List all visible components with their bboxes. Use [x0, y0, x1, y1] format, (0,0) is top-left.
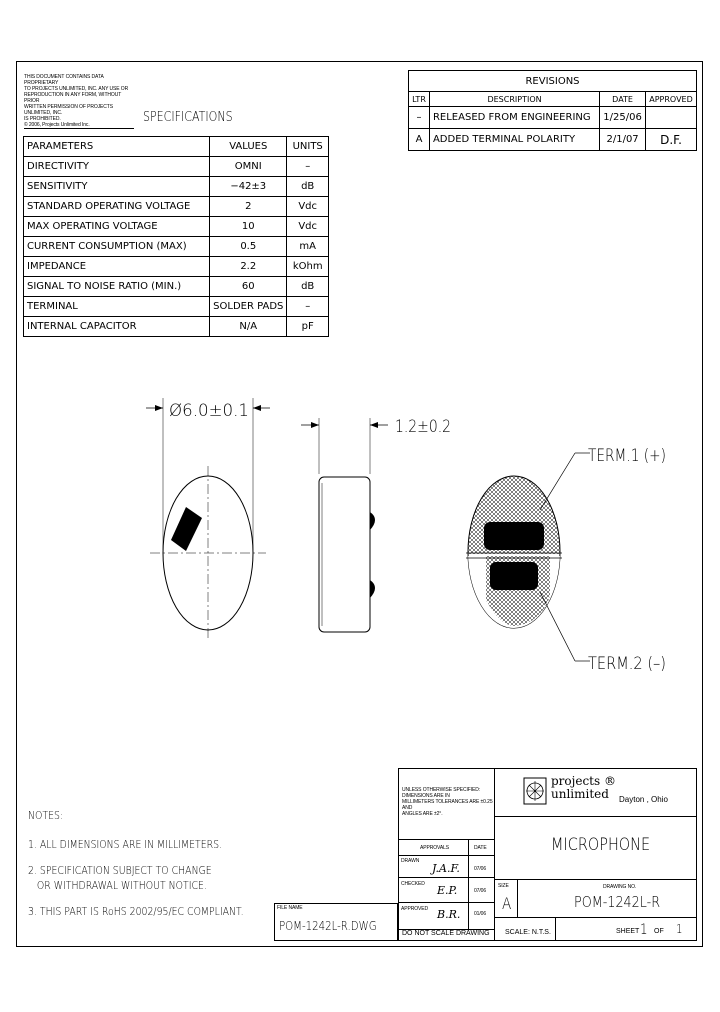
spec-unit: Vdc	[287, 217, 329, 237]
side-view	[301, 418, 388, 632]
spec-unit: dB	[287, 277, 329, 297]
spec-parameter: MAX OPERATING VOLTAGE	[24, 217, 210, 237]
date-header: DATE	[474, 845, 487, 851]
note-item: OR WITHDRAWAL WITHOUT NOTICE.	[28, 879, 207, 892]
spec-parameter: IMPEDANCE	[24, 257, 210, 277]
rev-description: RELEASED FROM ENGINEERING	[429, 107, 599, 129]
file-name: POM-1242L-R.DWG	[279, 919, 377, 933]
drawing-number: POM-1242L-R	[574, 893, 661, 911]
size-value: A	[502, 894, 512, 913]
sheet-number: 1	[640, 922, 648, 938]
spec-unit: mA	[287, 237, 329, 257]
spec-parameter: INTERNAL CAPACITOR	[24, 317, 210, 337]
rev-ltr: –	[409, 107, 430, 129]
rev-header-ltr: LTR	[409, 92, 430, 107]
notes-title: NOTES:	[28, 809, 64, 822]
front-view	[146, 398, 270, 640]
drawing-number-box	[517, 879, 697, 918]
spec-value: OMNI	[210, 157, 287, 177]
spec-parameter: CURRENT CONSUMPTION (MAX)	[24, 237, 210, 257]
company-location: Dayton , Ohio	[619, 795, 668, 804]
checked-by: E.P.	[437, 884, 458, 897]
spec-parameter: SENSITIVITY	[24, 177, 210, 197]
file-name-label: FILE NAME	[277, 905, 303, 911]
spec-value: 2.2	[210, 257, 287, 277]
drawn-label: DRAWN	[401, 858, 420, 864]
checked-date: 07/06	[474, 888, 487, 894]
spec-value: 60	[210, 277, 287, 297]
thickness-dimension: 1.2±0.2	[395, 417, 451, 437]
back-view	[466, 453, 590, 661]
spec-unit: dB	[287, 177, 329, 197]
rev-approved: D.F.	[646, 129, 697, 151]
company-name-line2: unlimited	[551, 787, 609, 801]
checked-label: CHECKED	[401, 881, 425, 887]
drawn-by: J.A.F.	[432, 862, 460, 875]
spec-header-values: VALUES	[210, 137, 287, 157]
note-item: 2. SPECIFICATION SUBJECT TO CHANGE	[28, 864, 212, 877]
approvals-header: APPROVALS	[420, 845, 450, 851]
drawing-no-label: DRAWING NO.	[603, 884, 637, 890]
rev-date: 2/1/07	[600, 129, 646, 151]
tolerance-box	[398, 768, 495, 840]
spec-header-parameters: PARAMETERS	[24, 137, 210, 157]
tolerance-line: DIMENSIONS ARE IN	[402, 793, 450, 799]
term2-label: TERM.2 (–)	[588, 654, 666, 674]
rev-header-description: DESCRIPTION	[429, 92, 599, 107]
term1-label: TERM.1 (+)	[588, 446, 666, 466]
spec-unit: Vdc	[287, 197, 329, 217]
rev-ltr: A	[409, 129, 430, 151]
spec-unit: pF	[287, 317, 329, 337]
of-label: OF	[654, 928, 664, 935]
approved-date: 01/06	[474, 911, 487, 917]
spec-parameter: SIGNAL TO NOISE RATIO (MIN.)	[24, 277, 210, 297]
spec-unit: –	[287, 157, 329, 177]
spec-value: 0.5	[210, 237, 287, 257]
spec-value: −42±3	[210, 177, 287, 197]
sheet-total: 1	[676, 922, 683, 936]
revisions-title: REVISIONS	[409, 71, 697, 92]
size-box	[494, 879, 518, 918]
scale-box	[494, 917, 556, 941]
drawn-date: 07/06	[474, 866, 487, 872]
part-title-box	[494, 816, 697, 880]
tolerance-line: MILLIMETERS TOLERANCES ARE ±0.25 AND	[402, 799, 493, 811]
specifications-title: SPECIFICATIONS	[143, 110, 233, 125]
company-name-line1: projects ®	[551, 774, 616, 788]
sheet-label: SHEET	[616, 928, 640, 935]
company-box	[494, 768, 697, 817]
spec-parameter: DIRECTIVITY	[24, 157, 210, 177]
spec-unit: –	[287, 297, 329, 317]
rev-header-approved: APPROVED	[646, 92, 697, 107]
spec-parameter: TERMINAL	[24, 297, 210, 317]
tolerance-line: UNLESS OTHERWISE SPECIFIED:	[402, 787, 481, 793]
note-item: 3. THIS PART IS RoHS 2002/95/EC COMPLIANT.	[28, 905, 244, 918]
spec-parameter: STANDARD OPERATING VOLTAGE	[24, 197, 210, 217]
tolerance-line: ANGLES ARE ±2°.	[402, 811, 443, 817]
spec-value: 10	[210, 217, 287, 237]
spec-value: SOLDER PADS	[210, 297, 287, 317]
notes	[28, 808, 244, 919]
rev-description: ADDED TERMINAL POLARITY	[429, 129, 599, 151]
projects-unlimited-logo-icon	[523, 777, 547, 805]
rev-header-date: DATE	[600, 92, 646, 107]
scale-value: SCALE: N.T.S.	[505, 929, 551, 936]
approved-label: APPROVED	[401, 906, 428, 912]
copyright-notice: THIS DOCUMENT CONTAINS DATA PROPRIETARY TO PROJECTS UNLIMITED, INC. ANY USE OR REPRODUCTION IN ANY FORM, WITHOUT PRIOR WRITTEN PERMISSION OF PROJECTS UNLIMITED, INC. IS PROHIBITED. © 2006, Projects Unlimited Inc.	[24, 74, 134, 129]
size-label: SIZE	[498, 883, 509, 889]
file-name-box	[274, 903, 398, 941]
spec-value: N/A	[210, 317, 287, 337]
rev-date: 1/25/06	[600, 107, 646, 129]
spec-unit: kOhm	[287, 257, 329, 277]
no-scale-note: DO NOT SCALE DRAWING	[402, 930, 490, 937]
diameter-dimension: Ø6.0±0.1	[169, 401, 249, 421]
sheet-box	[555, 917, 697, 941]
note-item: 1. ALL DIMENSIONS ARE IN MILLIMETERS.	[28, 838, 223, 851]
no-scale-box	[398, 929, 495, 941]
spec-value: 2	[210, 197, 287, 217]
approved-by: B.R.	[437, 908, 461, 921]
part-title: MICROPHONE	[551, 835, 651, 855]
spec-header-units: UNITS	[287, 137, 329, 157]
